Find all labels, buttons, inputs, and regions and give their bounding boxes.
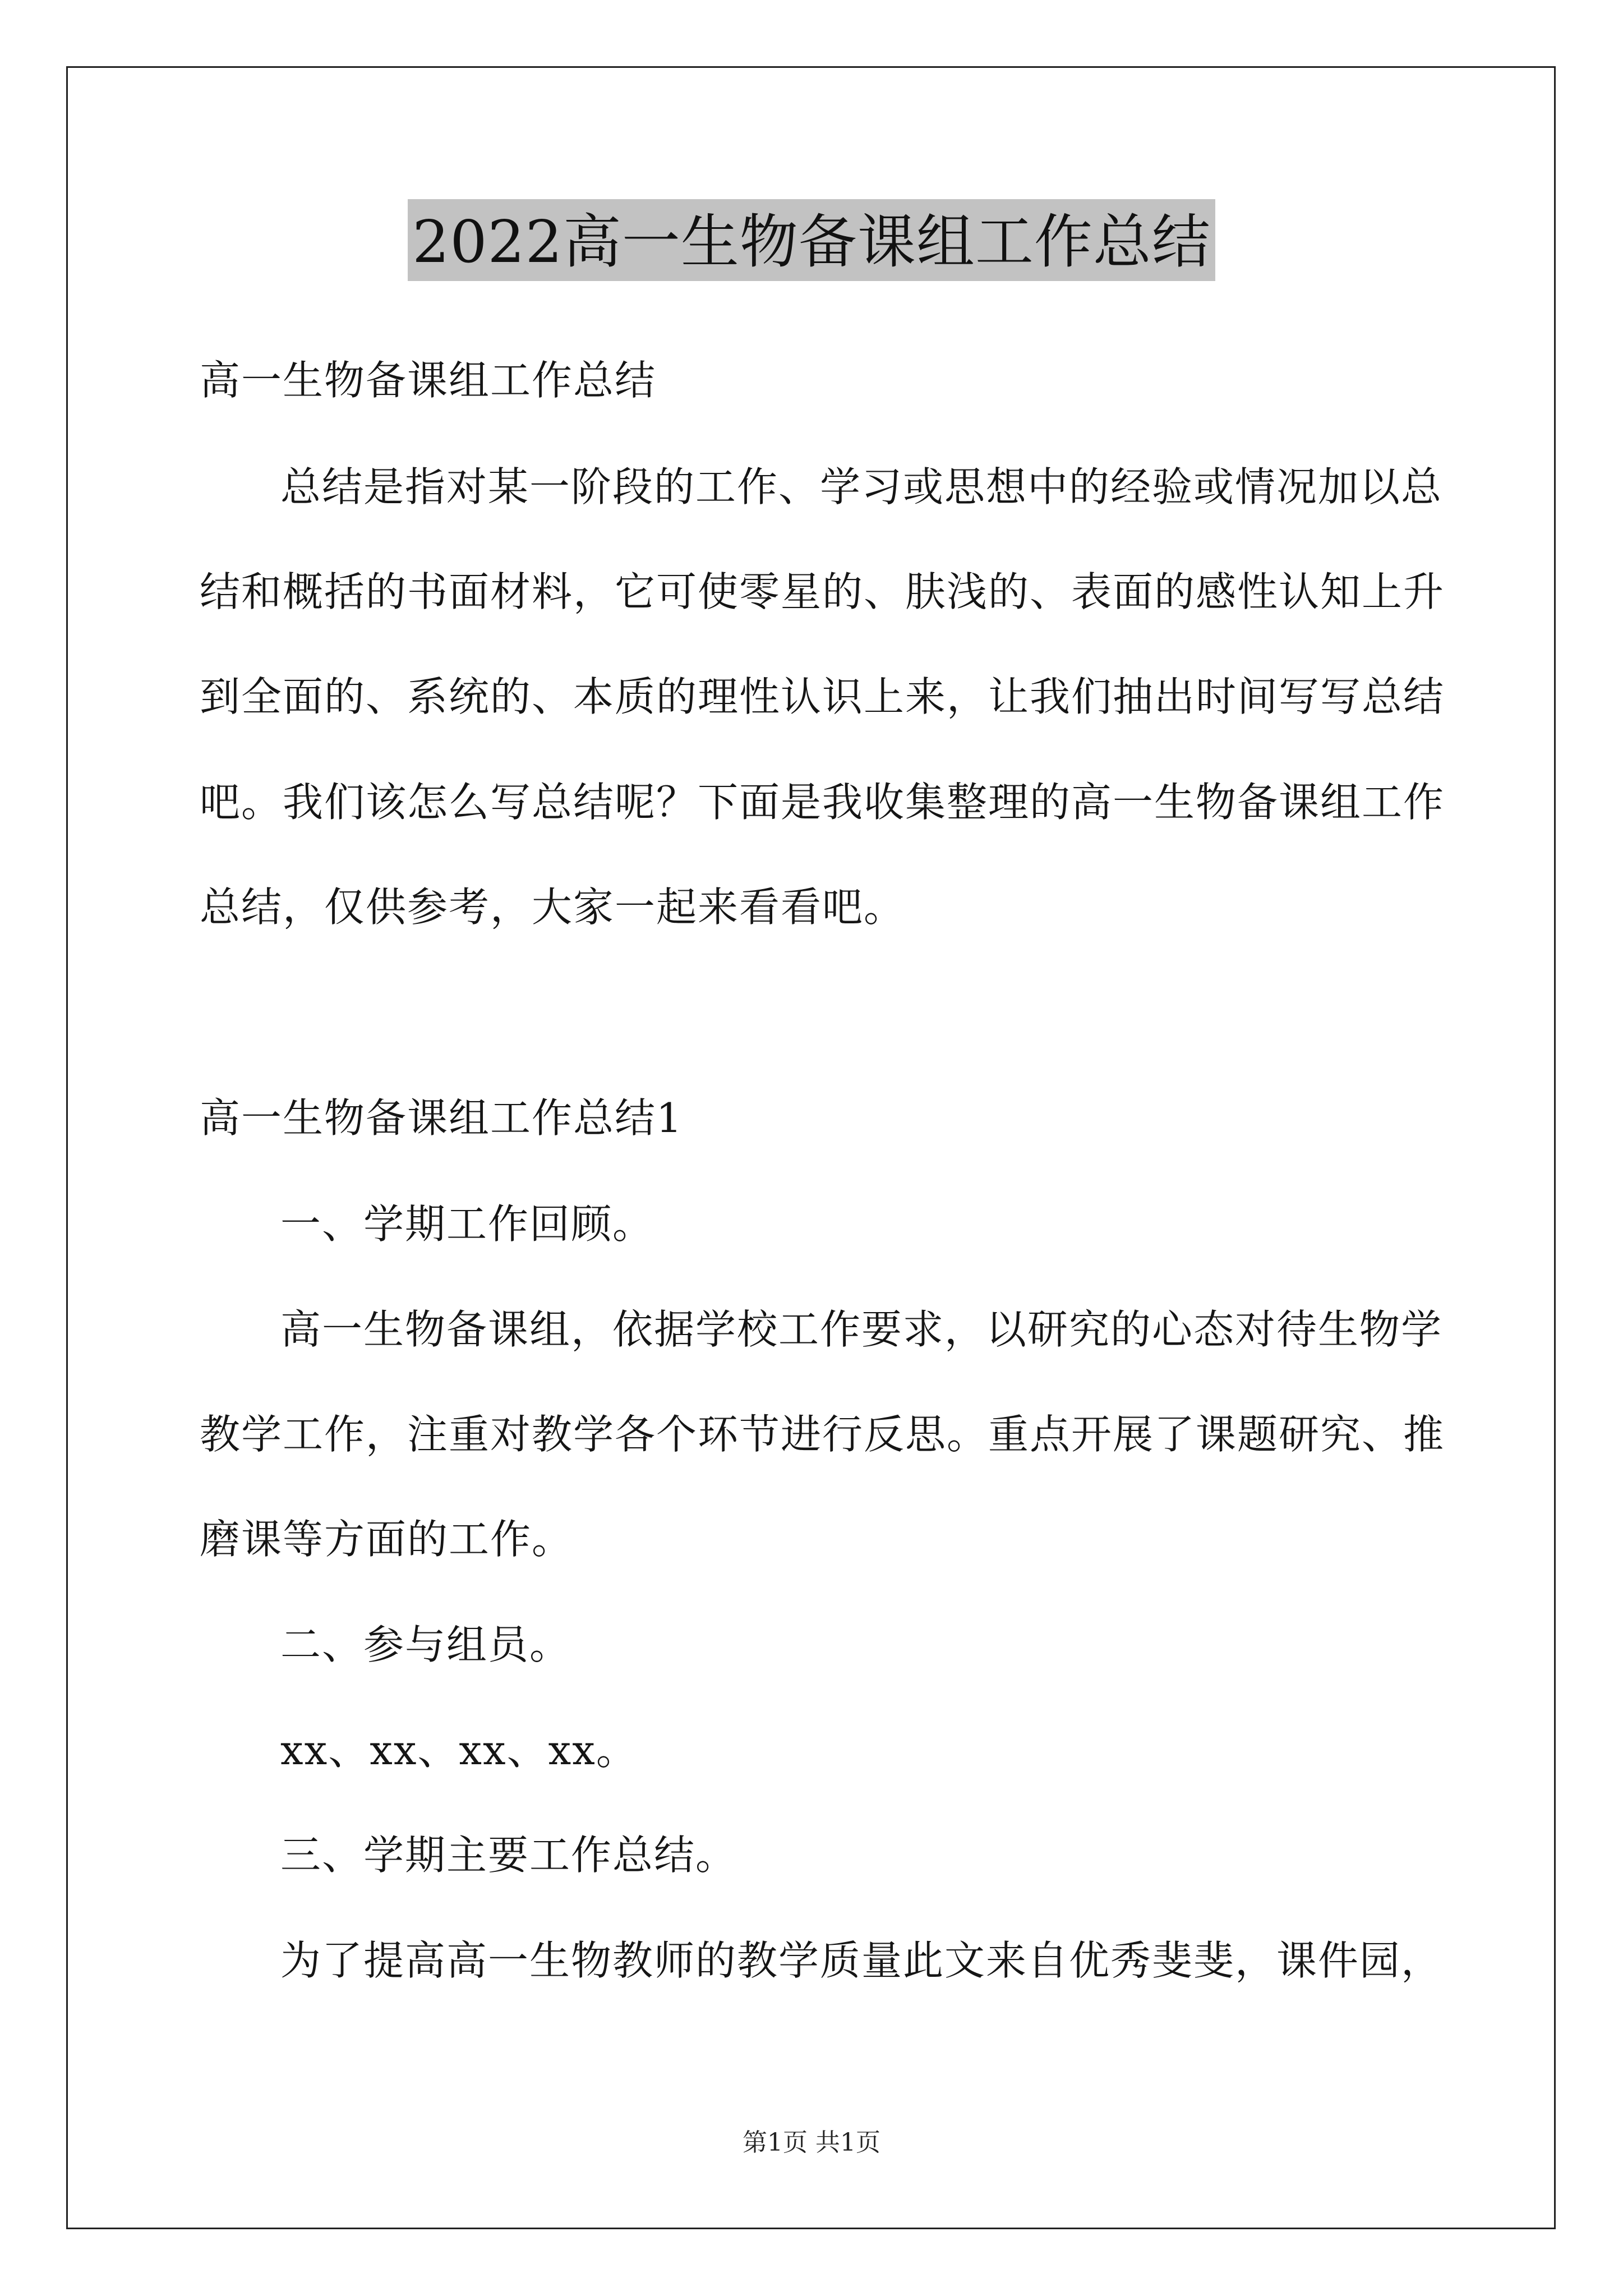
page-footer: 第1页 共1页 — [743, 2128, 880, 2157]
heading-2: 二、参与组员。 — [280, 1621, 571, 1668]
intro-line-4: 吧。我们该怎么写总结呢？下面是我收集整理的高一生物备课组工作 — [200, 779, 1445, 826]
para1-line-2: 教学工作，注重对教学各个环节进行反思。重点开展了课题研究、推 — [200, 1411, 1445, 1458]
members-list: xx、xx、xx、xx。 — [280, 1727, 638, 1774]
subtitle: 高一生物备课组工作总结 — [200, 357, 657, 404]
intro-line-5: 总结，仅供参考，大家一起来看看吧。 — [200, 884, 906, 931]
para1-line-3: 磨课等方面的工作。 — [200, 1516, 574, 1563]
heading-1: 一、学期工作回顾。 — [280, 1200, 654, 1248]
intro-line-1: 总结是指对某一阶段的工作、学习或思想中的经验或情况加以总 — [280, 463, 1443, 510]
intro-line-3: 到全面的、系统的、本质的理性认识上来，让我们抽出时间写写总结 — [200, 673, 1445, 720]
section-title: 高一生物备课组工作总结1 — [200, 1094, 683, 1142]
title-container — [0, 199, 1623, 281]
intro-line-2: 结和概括的书面材料，它可使零星的、肤浅的、表面的感性认知上升 — [200, 568, 1445, 615]
heading-3: 三、学期主要工作总结。 — [280, 1832, 737, 1879]
para2-line-1: 为了提高高一生物教师的教学质量此文来自优秀斐斐，课件园， — [280, 1937, 1443, 1984]
para1-line-1: 高一生物备课组，依据学校工作要求，以研究的心态对待生物学 — [280, 1306, 1443, 1353]
document-title: 2022高一生物备课组工作总结 — [408, 199, 1215, 281]
